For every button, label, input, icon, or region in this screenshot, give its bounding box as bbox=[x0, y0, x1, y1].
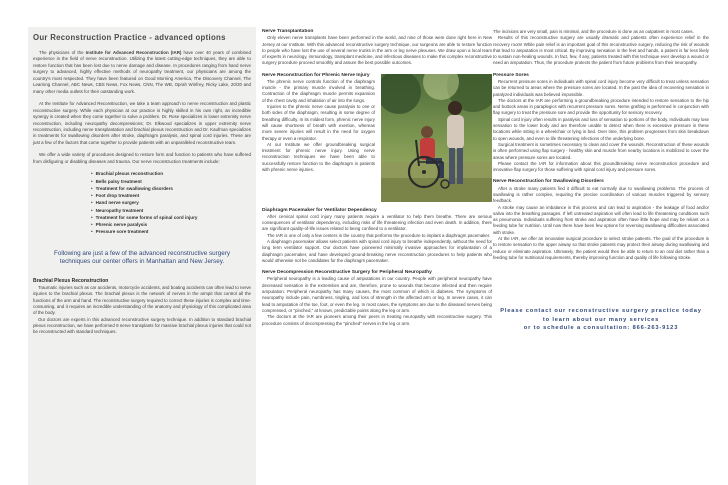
team-text: At the Institute for Advanced Reconstruction, we take a team approach to nerve reconstruction and plastic reconstructive surgery. While each physician at our practice is highly skilled in his own right, an incredible synergy is created when they come together to solve a problem. Dr. Rose specializes in lower extremity nerve reconstruction, including neuropathy decompressions; Dr. Elkwood specializes in upper extremity nerve reconstruction, including nerve transplantation and brachial plexus reconstruction and Dr. Kaufman specializes in treatments for swallowing disorders after stroke, diaphragm paralysis, and spinal cord injuries. These are just a few of the factors that come together to provide patients with an unparalleled reconstructive team. bbox=[33, 101, 251, 145]
swallowing-text-2: A stroke may cause an imbalance in this process and can lead to aspiration - the leakage of food and/or saliva into the breathing passages. If left untreated aspiration will often lead to life threatening conditions such as pneumonia. Individuals suffering from stroke and aspiration often have little hope and may be reliant on a feeding tube for nutrition. Until now there have been few options for reversing swallowing difficulties associated with stroke. bbox=[493, 204, 709, 235]
pressure-paragraph-1 bbox=[493, 79, 709, 98]
cta-line-1: Please contact our reconstructive surgery practice today bbox=[500, 308, 702, 315]
practice-overview-panel bbox=[28, 27, 256, 485]
brachial-plexus-text-2: Our doctors are experts in this advanced reconstructive surgery technique. In addition to standard brachial plexus reconstruction, we have performed 9 nerve transplants for massive brachial plexus injuries that could not be reconstructed with standard techniques. bbox=[33, 316, 251, 335]
institute-name: Institute for Advanced Reconstruction (IAR) bbox=[85, 50, 182, 55]
swallowing-paragraph-2 bbox=[493, 205, 709, 236]
procedures-paragraph bbox=[33, 152, 251, 165]
procedures-text: We offer a wide variety of procedures designed to restore form and function to patients who have suffered from disfiguring or disabling diseases and trauma. Our nerve reconstruction treatments include: bbox=[33, 152, 251, 164]
phrenic-paragraph-1 bbox=[262, 79, 375, 104]
nerve-transplant-section bbox=[262, 29, 492, 67]
contact-call-to-action bbox=[493, 307, 709, 332]
swallowing-text-1: After a stroke many patients find it difficult to eat normally due to swallowing problems. The process of swallowing is rather complex, requiring the precise coordination of various muscles triggered by sensory feedback. bbox=[493, 185, 709, 204]
phrenic-paragraph-2 bbox=[262, 104, 375, 142]
pressure-text-4: Surgical treatment is sometimes necessary to clean and cover the wounds. Reconstruction of these wounds is often performed using flap surgery - healthy skin and muscle from nearby locations is mobilized to cover the areas where pressure sores are located. bbox=[493, 141, 709, 160]
intro-paragraph bbox=[33, 50, 251, 95]
results-paragraph bbox=[493, 35, 709, 66]
diaphragm-text-3: A diaphragm pacemaker allows select patients with spinal cord injury to breathe independently, without the need for long term ventilator support. Our doctors have pioneered minimally invasive approaches for implantation of a diaphragm pacemaker, and have developed ground-breaking nerve reconstruction procedures to help patients who would otherwise not be candidates for the diaphragm pacemaker. bbox=[262, 239, 492, 263]
phrenic-text-1: The phrenic nerve controls function of the diaphragm muscle - the primary muscle involved in breathing. Contraction of the diaphragm muscle permits expansion of the chest cavity and inhalation of air into the lungs. bbox=[262, 78, 375, 103]
list-item: • Treatment for some forms of spinal cord injury bbox=[91, 214, 251, 221]
diaphragm-pacemaker-heading: Diaphragm Pacemaker for Ventilator Dependency bbox=[262, 207, 377, 213]
decompression-text-1: Peripheral neuropathy is a leading cause of amputations in our country. People with peripheral neuropathy have decreased sensation in the extremities and are, therefore, prone to wounds that become infected and then require amputation. Peripheral neuropathy has many causes, the most common of which is diabetes. The symptoms of neuropathy include pain, numbness, tingling, and loss of strength in the affected arm or leg. In severe cases, it can lead to amputation of the toe, foot, or even the leg. In most cases, the symptoms are due to the diseased nerves being compressed, or "pinched," at known, predictable points along the leg or arm. bbox=[262, 276, 492, 313]
decompression-paragraph-1 bbox=[262, 276, 492, 314]
outpatient-section bbox=[493, 29, 709, 67]
middle-column bbox=[262, 29, 492, 485]
intro-text-pre: The physicians of the bbox=[39, 50, 86, 55]
list-item: • Foot drop treatment bbox=[91, 192, 251, 199]
decompression-text-2: The doctors at the IAR are pioneers among their peers in treating neuropathy with reconstructive surgery. This procedure consists of decompressing the "pinched" nerves in the leg or arm. bbox=[262, 314, 492, 326]
list-item: • Pressure sore treatment bbox=[91, 228, 251, 235]
pressure-sores-section bbox=[493, 73, 709, 174]
pressure-paragraph-5 bbox=[493, 161, 709, 174]
phrenic-text-3: At our Institute we offer groundbreaking surgical treatment for phrenic nerve injury. Using nerve reconstruction techniques we have been able to successfully restore function to the diaphragm in patients with phrenic nerve injuries. bbox=[262, 141, 375, 173]
pressure-paragraph-4 bbox=[493, 142, 709, 161]
nerve-transplant-heading: Nerve Transplantation bbox=[262, 29, 314, 34]
list-item: • Treatment for swallowing disorders bbox=[91, 185, 251, 192]
intro-text-post: have over 40 years of combined experience in the field of nerve reconstruction. Utilizing the latest cutting-edge techniques, they are able to restore function that has been lost due to nerve damage and disease. In procedures ranging from hand nerve surgery to advanced, highly effective methods of neuropathy treatment, our physicians are among the country's most respected. They have been featured on Good Morning America, The Discovery Channel, The Learning Channel, ABC News, CBS News, Fox News, CNN, The WB, Oprah Winfrey, Ricky Lake, 20/20 and many other media outlets for their outstanding work. bbox=[33, 50, 251, 94]
swallowing-text-3: At the IAR, we offer an innovative surgical procedure to select stroke patients. The goal of the procedure is to restore sensation to the upper airway so that stroke patients may protect their airway during swallowing and reduce or eliminate aspiration. Ultimately, the patient would then be able to return to an oral diet rather than a feeding tube for nutritional requirements, thereby improving function and quality of life following stroke. bbox=[493, 236, 709, 260]
diaphragm-paragraph-1 bbox=[262, 214, 492, 233]
treatment-list bbox=[91, 170, 251, 235]
brachial-plexus-paragraph-2 bbox=[33, 317, 251, 336]
phrenic-text-2: Injuries to the phrenic nerve cause paralysis to one or both sides of the diaphragm, resulting in some degree of breathing difficulty. In its mildest form, phrenic nerve injury will cause shortness of breath with exertion, whereas more severe injuries will result in the need for oxygen therapy or even a respirator. bbox=[262, 104, 375, 141]
list-item: • Phrenic nerve paralysis bbox=[91, 221, 251, 228]
right-column bbox=[493, 29, 709, 485]
nerve-decompression-heading: Nerve Decompression Reconstructive Surgery for Peripheral Neuropathy bbox=[262, 270, 432, 276]
nerve-transplant-paragraph bbox=[262, 35, 492, 66]
pressure-paragraph-2 bbox=[493, 98, 709, 117]
outpatient-paragraph: The incisions are very small, pain is minimal, and the procedure is done as an outpatient in most cases. bbox=[493, 29, 694, 34]
cta-line-2: to learn about our many services bbox=[542, 316, 660, 323]
results-text: Results of this reconstructive surgery are usually dramatic and patients often experience relief in the recovery room! While pain relief is an important goal of this reconstructive surgery, reducing the risk of wounds that lead to amputation is most critical. By improving sensation in the feet and hands, a patient is far less likely to sustain non-healing wounds. In fact, few, if any, patients treated with this technique ever develop a wound or need an amputation. Thus, the procedure protects the patient from future problems from their neuropathy. bbox=[493, 35, 709, 66]
brachial-plexus-text: Traumatic injuries such as car accidents, motorcycle accidents, and boating accidents can often lead to nerve injuries to the brachial plexus. The brachial plexus is the network of nerves in the armpit that control all the functions of the arm and hand. The reconstructive surgery required to correct these injuries is complex and time-consuming, and it requires an incredible understanding of the anatomy and physiology of this complicated area of the body. bbox=[33, 285, 251, 316]
phrenic-heading: Nerve Reconstruction for Phrenic Nerve Injury bbox=[262, 72, 370, 78]
practice-title: Our Reconstruction Practice - advanced options bbox=[33, 33, 226, 42]
pressure-text-5: Please contact the IAR for information about this groundbreaking nerve reconstruction procedure and innovative flap surgery for those suffering with spinal cord injury and pressure sores. bbox=[493, 160, 709, 173]
brachial-plexus-heading: Brachial Plexus Reconstruction bbox=[33, 278, 109, 285]
swallowing-paragraph-1 bbox=[493, 186, 709, 205]
pull-quote: Following are just a few of the advanced reconstructive surgery techniques our center offers in Manhattan and New Jersey. bbox=[53, 249, 231, 265]
list-item: • Bells palsy treatment bbox=[91, 178, 251, 185]
cta-phone-line: or to schedule a consultation: 866-263-9123 bbox=[523, 324, 679, 331]
decompression-paragraph-2 bbox=[262, 314, 492, 327]
list-item: • Brachial plexus reconstruction bbox=[91, 170, 251, 177]
pressure-sores-heading: Pressure Sores bbox=[493, 72, 529, 78]
phrenic-section bbox=[262, 73, 492, 202]
swallowing-paragraph-3 bbox=[493, 236, 709, 261]
pressure-text-2: The doctors at the IAR are performing a groundbreaking procedure intended to restore sensation to the hip and buttock areas in paraplegics with recurrent pressure sores. Nerve grafting is performed in conjunction with flap surgery to treat the pressure sore and provide the opportunity for sensory recovery. bbox=[493, 97, 709, 116]
pressure-text-3: Spinal cord injury often results in paralysis and loss of sensation to portions of the body. Individuals may lose sensation to the lower body and are therefore unable to detect when there is excessive pressure in these locations while sitting in a wheelchair or lying in bed. Over time, this problem progresses from skin breakdown to open wounds, and even to life threatening infections of the underlying bone. bbox=[493, 116, 709, 141]
diaphragm-text-2: The IAR is one of only a few centers in the country that performs the procedure to implant a diaphragm pacemaker. bbox=[267, 232, 491, 238]
swallowing-section bbox=[493, 179, 709, 261]
pressure-paragraph-3 bbox=[493, 117, 709, 142]
swallowing-heading: Nerve Reconstruction for Swallowing Disorders bbox=[493, 179, 604, 185]
brachial-plexus-paragraph bbox=[33, 285, 251, 316]
diaphragm-text-1: After cervical spinal cord injury many patients require a ventilator to help them breathe. There are serious consequences of ventilator dependency, including risks of life threatening infection and even death. In addition, there are significant quality-of-life issues related to being confined to a ventilator. bbox=[262, 213, 492, 232]
pressure-text-1: Recurrent pressure sores in individuals with spinal cord injury become very difficult to treat unless sensation can be returned to areas where the pressure sores are located. In the past the idea of recovering sensation in paralyzed individuals was believed impossible. bbox=[493, 78, 709, 97]
nerve-decompression-section bbox=[262, 270, 492, 327]
diaphragm-pacemaker-section bbox=[262, 208, 492, 265]
diaphragm-paragraph-3 bbox=[262, 239, 492, 264]
nerve-transplant-text: Only eleven nerve transplants have been performed in the world, and nine of those were done right here in New Jersey at our Institute. With this advanced reconstructive surgery technique, our surgeons are able to restore function to people who have lost the use of several nerve trunks in the arm or leg nerve plexuses. We draw upon a local team of experts in neurology, immunology, transplant medicine, and infectious diseases to make this complex reconstructive surgery procedure proceed smoothly and assure the best possible outcomes. bbox=[262, 35, 492, 66]
phrenic-paragraph-3 bbox=[262, 142, 375, 173]
wheelchair-park-photo bbox=[381, 74, 492, 202]
list-item: • Hand nerve surgery bbox=[91, 199, 251, 206]
team-paragraph bbox=[33, 101, 251, 146]
list-item: • Neuropathy treatment bbox=[91, 207, 251, 214]
